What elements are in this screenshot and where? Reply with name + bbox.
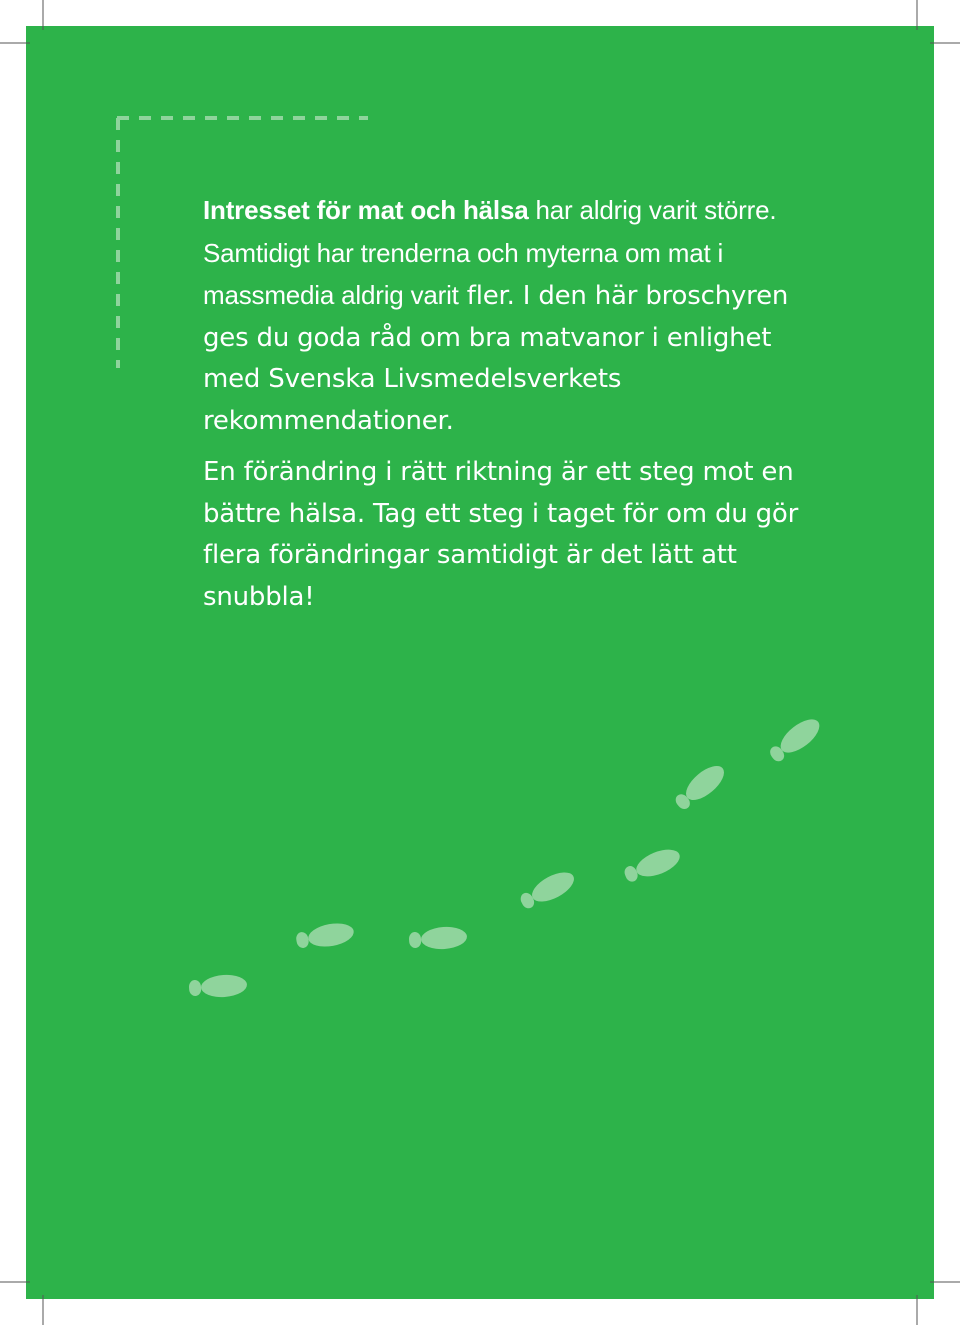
- body-paragraph: En förändring i rätt riktning är ett steg mot en bättre hälsa. Tag ett steg i taget för om du gör flera förändringar samtidigt är det lätt att snubbla!: [203, 457, 799, 612]
- intro-lead-rest: har aldrig varit större. Samtidigt har trenderna och myterna om mat i massmedia aldrig varit: [203, 195, 777, 310]
- intro-paragraph: [203, 190, 803, 442]
- intro-lead-bold: Intresset för mat och hälsa: [203, 195, 529, 225]
- intro-text-block: [203, 190, 803, 618]
- intro-continuation: fler. I den här broschyren ges du goda råd om bra matvanor i enlighet med Svenska Livsmedelsverkets rekommendationer.: [203, 281, 789, 436]
